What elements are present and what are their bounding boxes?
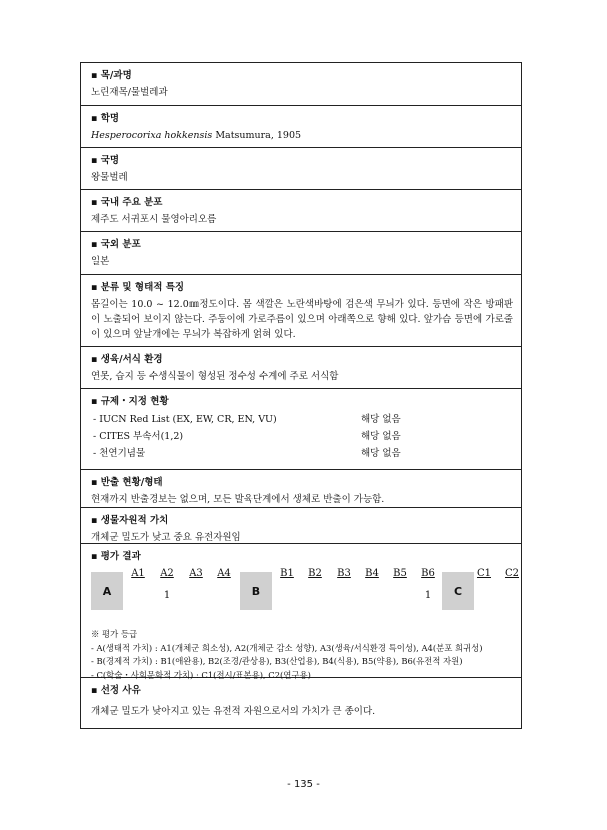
regulation-status: 해당 없음 bbox=[361, 431, 401, 442]
evaluation-note-c: - C(학술・사회문화적 가치) : C1(전시/표본용), C2(연구용) bbox=[91, 669, 311, 680]
evaluation-section bbox=[81, 544, 521, 678]
order-family-text: 노린재목/물벌레과 bbox=[91, 87, 168, 98]
criterion-b5-label: B5 bbox=[393, 568, 407, 579]
morphology-text: 몸길이는 10.0 ~ 12.0㎜정도이다. 몸 색깔은 노란색바탕에 검은색 무늬가 있다. 등면에 작은 방패판이 노출되어 보이지 않는다. 주둥이에 가로주름이 있으며 아래쪽으로 향해 있다. 앞가슴 등면에 가로줄이 있으며 앞날개에는 무늬가 복잡하게 얽혀 있다. bbox=[91, 299, 513, 340]
korean-name-heading: ▪ 국명 bbox=[91, 155, 120, 166]
evaluation-note-a: - A(생태적 가치) : A1(개체군 희소성), A2(개체군 감소 성향), A3(생육/서식환경 특이성), A4(분포 희귀성) bbox=[91, 642, 483, 653]
criterion-c2-label: C2 bbox=[504, 568, 519, 579]
order-family-heading: ▪ 목/과명 bbox=[91, 70, 132, 81]
domestic-distribution-heading: ▪ 국내 주요 분포 bbox=[91, 197, 163, 208]
criterion-b6-value: 1 bbox=[424, 590, 432, 601]
regulation-name: - 천연기념물 bbox=[93, 448, 146, 459]
bio-value-text: 개체군 밀도가 낮고 중요 유전자원임 bbox=[91, 532, 241, 543]
scientific-name-text bbox=[91, 128, 513, 143]
evaluation-grid bbox=[91, 566, 519, 628]
evaluation-note-b: - B(경제적 가치) : B1(애완용), B2(조경/관상용), B3(산업용), B4(식용), B5(약용), B6(유전적 자원) bbox=[91, 656, 463, 666]
habitat-section bbox=[81, 347, 521, 389]
scientific-name-binomial: Hesperocorixa hokkensis bbox=[91, 130, 213, 141]
scientific-name-author: Matsumura, 1905 bbox=[212, 130, 302, 141]
bio-value-section bbox=[81, 508, 521, 544]
regulation-status: 해당 없음 bbox=[361, 414, 401, 425]
korean-name-section bbox=[81, 148, 521, 190]
criterion-a3-label: A3 bbox=[189, 568, 203, 579]
criterion-b3-label: B3 bbox=[337, 568, 351, 579]
criterion-b4-label: B4 bbox=[365, 568, 379, 579]
evaluation-heading: ▪ 평가 결과 bbox=[91, 551, 141, 562]
domestic-distribution-text: 제주도 서귀포시 물영아리오름 bbox=[91, 214, 217, 225]
regulation-heading: ▪ 규제・지정 현황 bbox=[91, 396, 169, 407]
regulation-row-cites bbox=[91, 428, 513, 445]
regulation-status: 해당 없음 bbox=[361, 448, 401, 459]
order-family-section bbox=[81, 63, 521, 106]
evaluation-note-title: ※ 평가 등급 bbox=[91, 629, 138, 639]
species-info-table bbox=[80, 62, 522, 729]
selection-reason-text: 개체군 밀도가 낮아지고 있는 유전적 자원으로서의 가치가 큰 종이다. bbox=[91, 706, 376, 717]
habitat-text: 연못, 습지 등 수생식물이 형성된 정수성 수계에 주로 서식함 bbox=[91, 371, 339, 382]
foreign-distribution-text: 일본 bbox=[91, 256, 110, 267]
korean-name-text: 왕물벌레 bbox=[91, 172, 128, 183]
criterion-c1-label: C1 bbox=[476, 568, 491, 579]
morphology-heading: ▪ 분류 및 형태적 특징 bbox=[91, 282, 185, 293]
bio-value-heading: ▪ 생물자원적 가치 bbox=[91, 515, 169, 526]
regulation-row-iucn bbox=[91, 411, 513, 428]
regulation-name: - CITES 부속서(1,2) bbox=[93, 431, 184, 442]
page-number: - 135 - bbox=[287, 779, 320, 790]
selection-reason-section bbox=[81, 678, 521, 728]
criterion-a2-value: 1 bbox=[163, 590, 171, 601]
regulation-name: - IUCN Red List (EX, EW, CR, EN, VU) bbox=[93, 414, 277, 425]
morphology-section bbox=[81, 275, 521, 347]
regulation-section bbox=[81, 389, 521, 470]
criterion-a1-label: A1 bbox=[131, 568, 145, 579]
habitat-heading: ▪ 생육/서식 환경 bbox=[91, 354, 163, 365]
foreign-distribution-heading: ▪ 국외 분포 bbox=[91, 239, 141, 250]
criterion-a4-label: A4 bbox=[217, 568, 231, 579]
scientific-name-section bbox=[81, 106, 521, 148]
domestic-distribution-section bbox=[81, 190, 521, 232]
criterion-a2-label: A2 bbox=[160, 568, 174, 579]
export-text: 현재까지 반출경보는 없으며, 모든 발육단계에서 생체로 반출이 가능함. bbox=[91, 494, 385, 505]
group-b-cell: B bbox=[240, 572, 272, 610]
scientific-name-heading: ▪ 학명 bbox=[91, 113, 120, 124]
export-heading: ▪ 반출 현황/형태 bbox=[91, 477, 163, 488]
regulation-row-monument bbox=[91, 445, 513, 462]
export-section bbox=[81, 470, 521, 508]
criterion-b2-label: B2 bbox=[308, 568, 322, 579]
criterion-b1-label: B1 bbox=[280, 568, 294, 579]
foreign-distribution-section bbox=[81, 232, 521, 275]
group-c-cell: C bbox=[442, 572, 474, 610]
criterion-b6-label: B6 bbox=[421, 568, 435, 579]
group-a-cell: A bbox=[91, 572, 123, 610]
selection-reason-heading: ▪ 선정 사유 bbox=[91, 685, 141, 696]
